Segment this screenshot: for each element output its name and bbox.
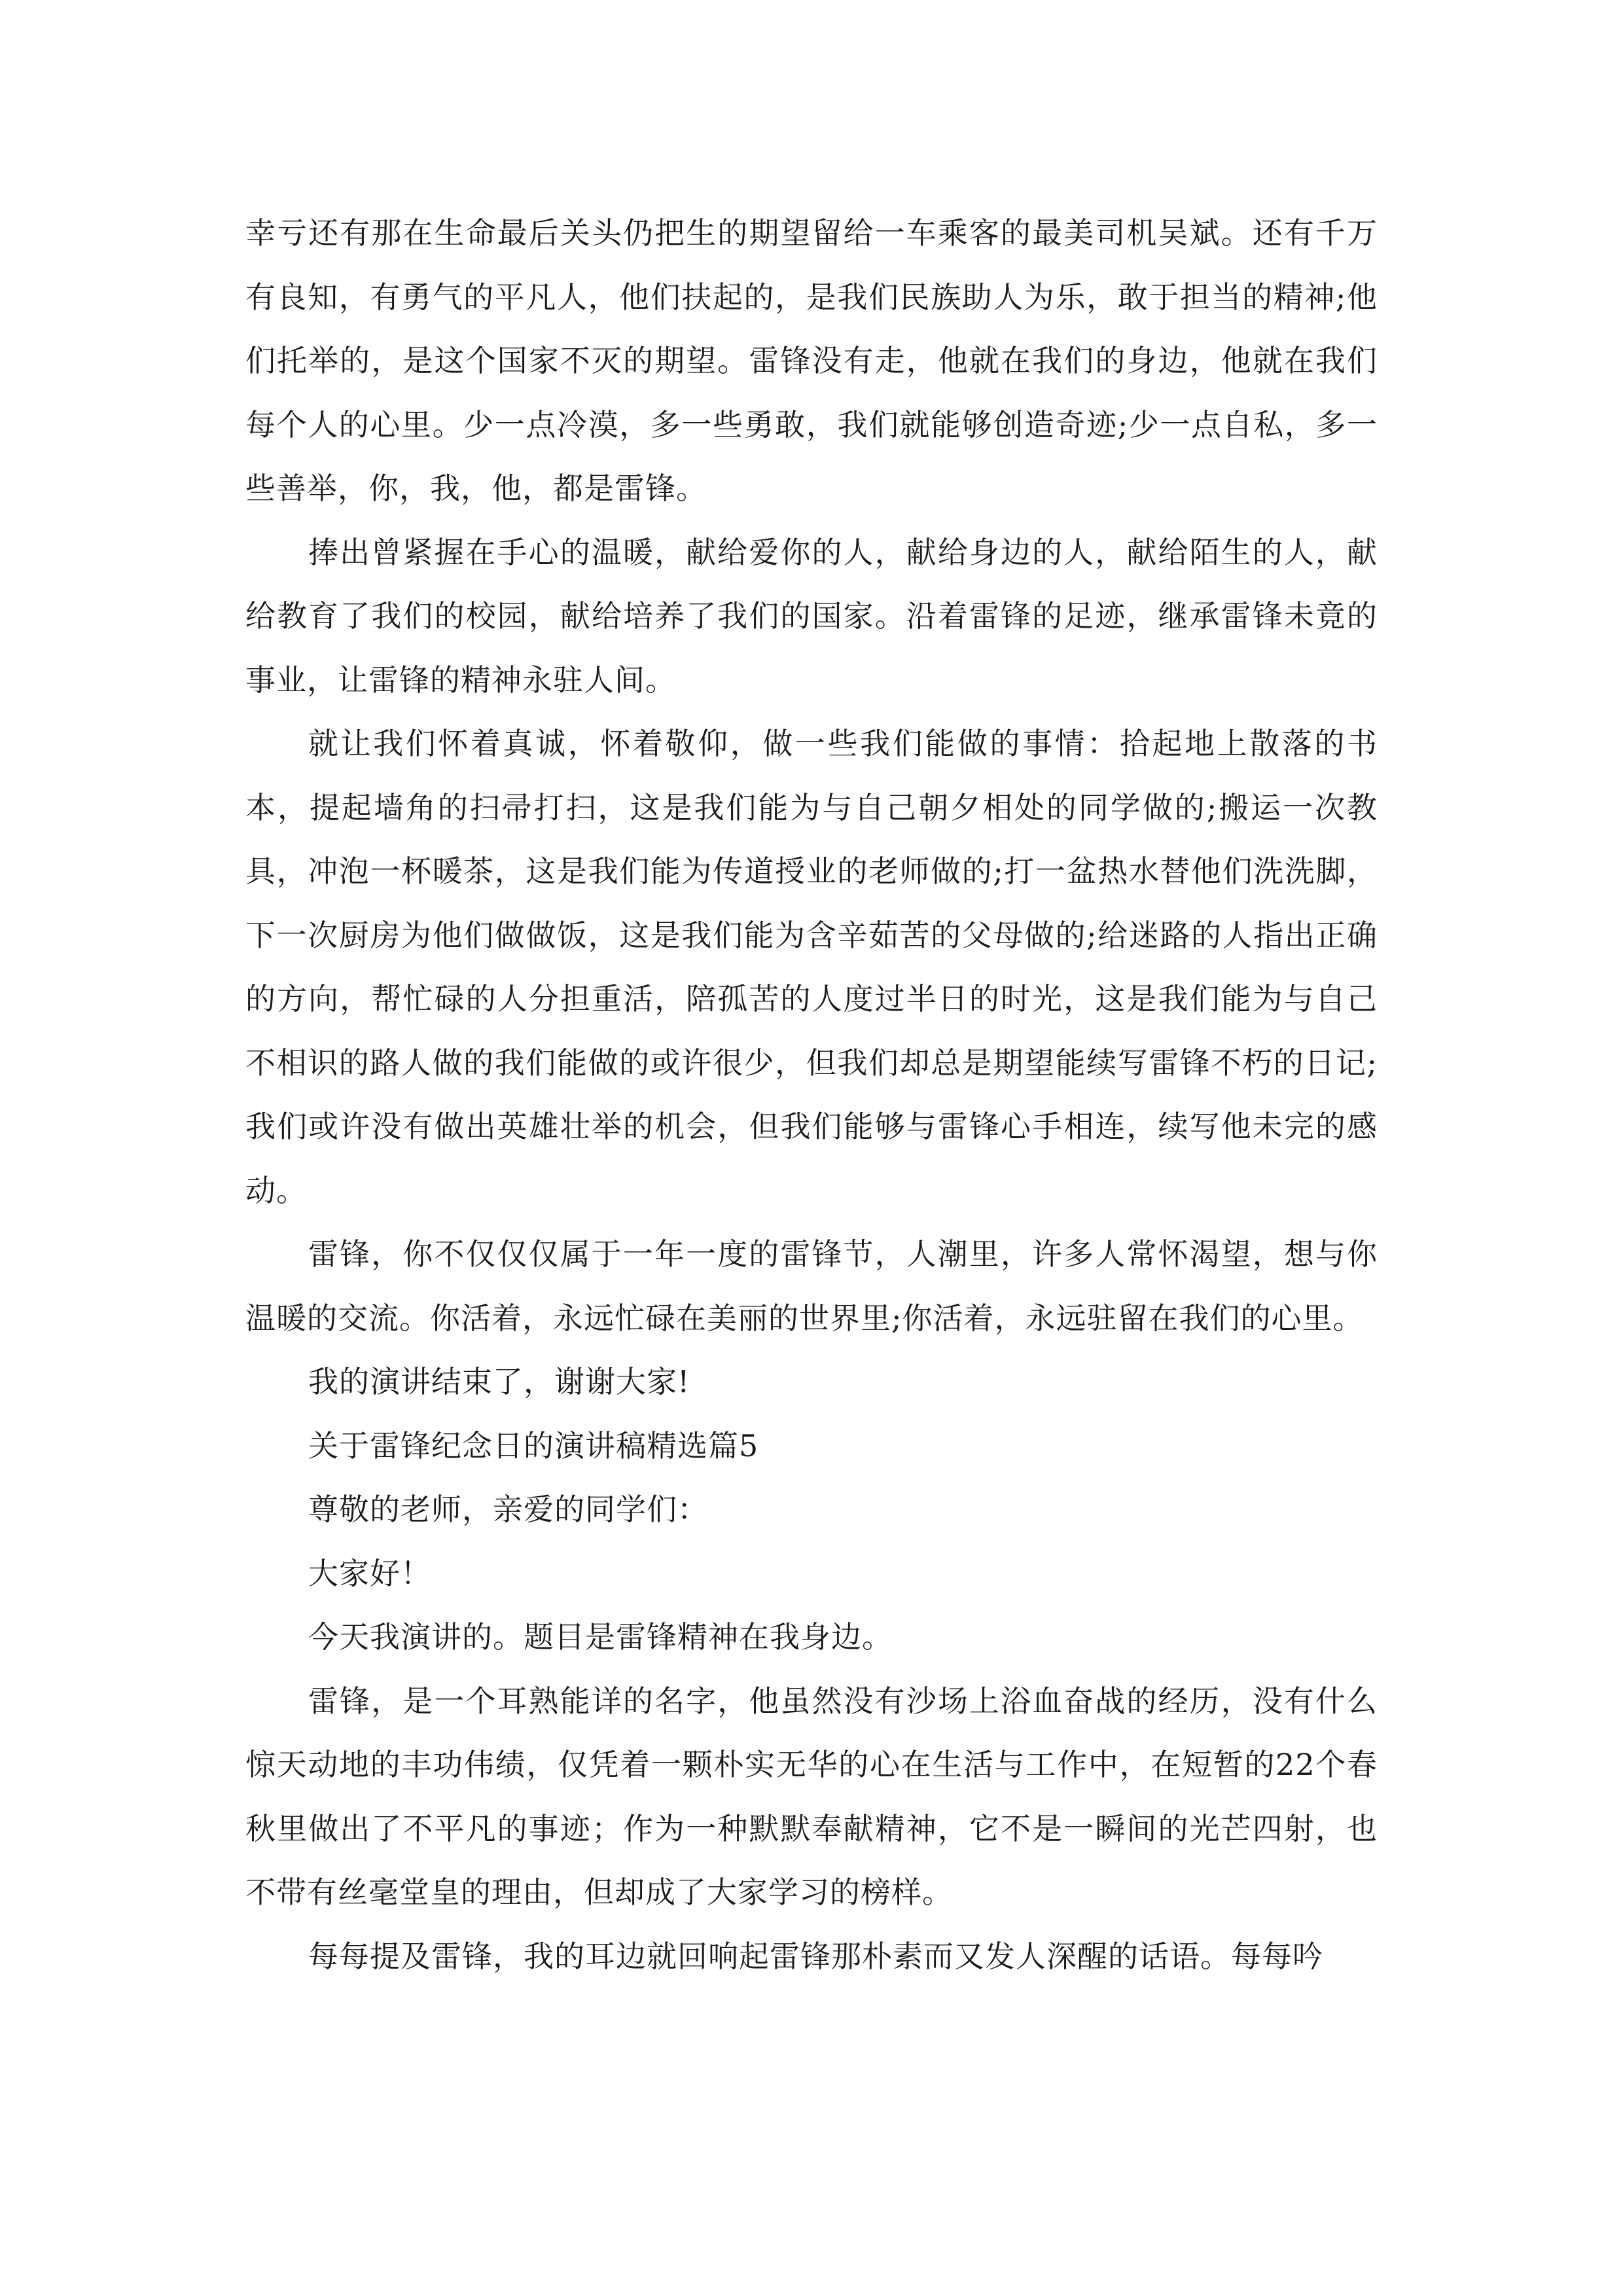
paragraph: 捧出曾紧握在手心的温暖，献给爱你的人，献给身边的人，献给陌生的人，献给教育了我们的校园，献给培养了我们的国家。沿着雷锋的足迹，继承雷锋未竟的事业，让雷锋的精神永驻人间。: [245, 534, 1378, 698]
paragraph: 雷锋，你不仅仅仅属于一年一度的雷锋节，人潮里，许多人常怀渴望，想与你温暖的交流。你活着，永远忙碌在美丽的世界里;你活着，永远驻留在我们的心里。: [245, 1236, 1378, 1336]
paragraph: 每每提及雷锋，我的耳边就回响起雷锋那朴素而又发人深醒的话语。每每吟: [308, 1938, 1323, 1974]
paragraph: 幸亏还有那在生命最后关头仍把生的期望留给一车乘客的最美司机吴斌。还有千万有良知，有勇气的平凡人，他们扶起的，是我们民族助人为乐，敢于担当的精神;他们托举的，是这个国家不灭的期望。雷锋没有走，他就在我们的身边，他就在我们每个人的心里。少一点冷漠，多一些勇敢，我们就能够创造奇迹;少一点自私，多一些善举，你，我，他，都是雷锋。: [245, 215, 1378, 506]
salutation: 尊敬的老师，亲爱的同学们：: [308, 1492, 708, 1527]
paragraph: 我的演讲结束了，谢谢大家!: [308, 1364, 690, 1399]
paragraph: 今天我演讲的。题目是雷锋精神在我身边。: [308, 1619, 893, 1655]
paragraph: 就让我们怀着真诚，怀着敬仰，做一些我们能做的事情：拾起地上散落的书本，提起墙角的扫帚打扫，这是我们能为与自己朝夕相处的同学做的;搬运一次教具，冲泡一杯暖茶，这是我们能为传道授业的老师做的;打一盆热水替他们洗洗脚，下一次厨房为他们做做饭，这是我们能为含辛茹苦的父母做的;给迷路的人指出正确的方向，帮忙碌的人分担重活，陪孤苦的人度过半日的时光，这是我们能为与自己不相识的路人做的我们能做的或许很少，但我们却总是期望能续写雷锋不朽的日记;我们或许没有做出英雄壮举的机会，但我们能够与雷锋心手相连，续写他未完的感动。: [245, 726, 1378, 1208]
section-heading: 关于雷锋纪念日的演讲稿精选篇5: [308, 1427, 759, 1463]
greeting: 大家好！: [308, 1555, 431, 1591]
document-body: [245, 202, 1378, 1988]
paragraph: 雷锋，是一个耳熟能详的名字，他虽然没有沙场上浴血奋战的经历，没有什么惊天动地的丰功伟绩，仅凭着一颗朴实无华的心在生活与工作中，在短暂的22个春秋里做出了不平凡的事迹；作为一种默默奉献精神，它不是一瞬间的光芒四射，也不带有丝毫堂皇的理由，但却成了大家学习的榜样。: [245, 1683, 1378, 1910]
